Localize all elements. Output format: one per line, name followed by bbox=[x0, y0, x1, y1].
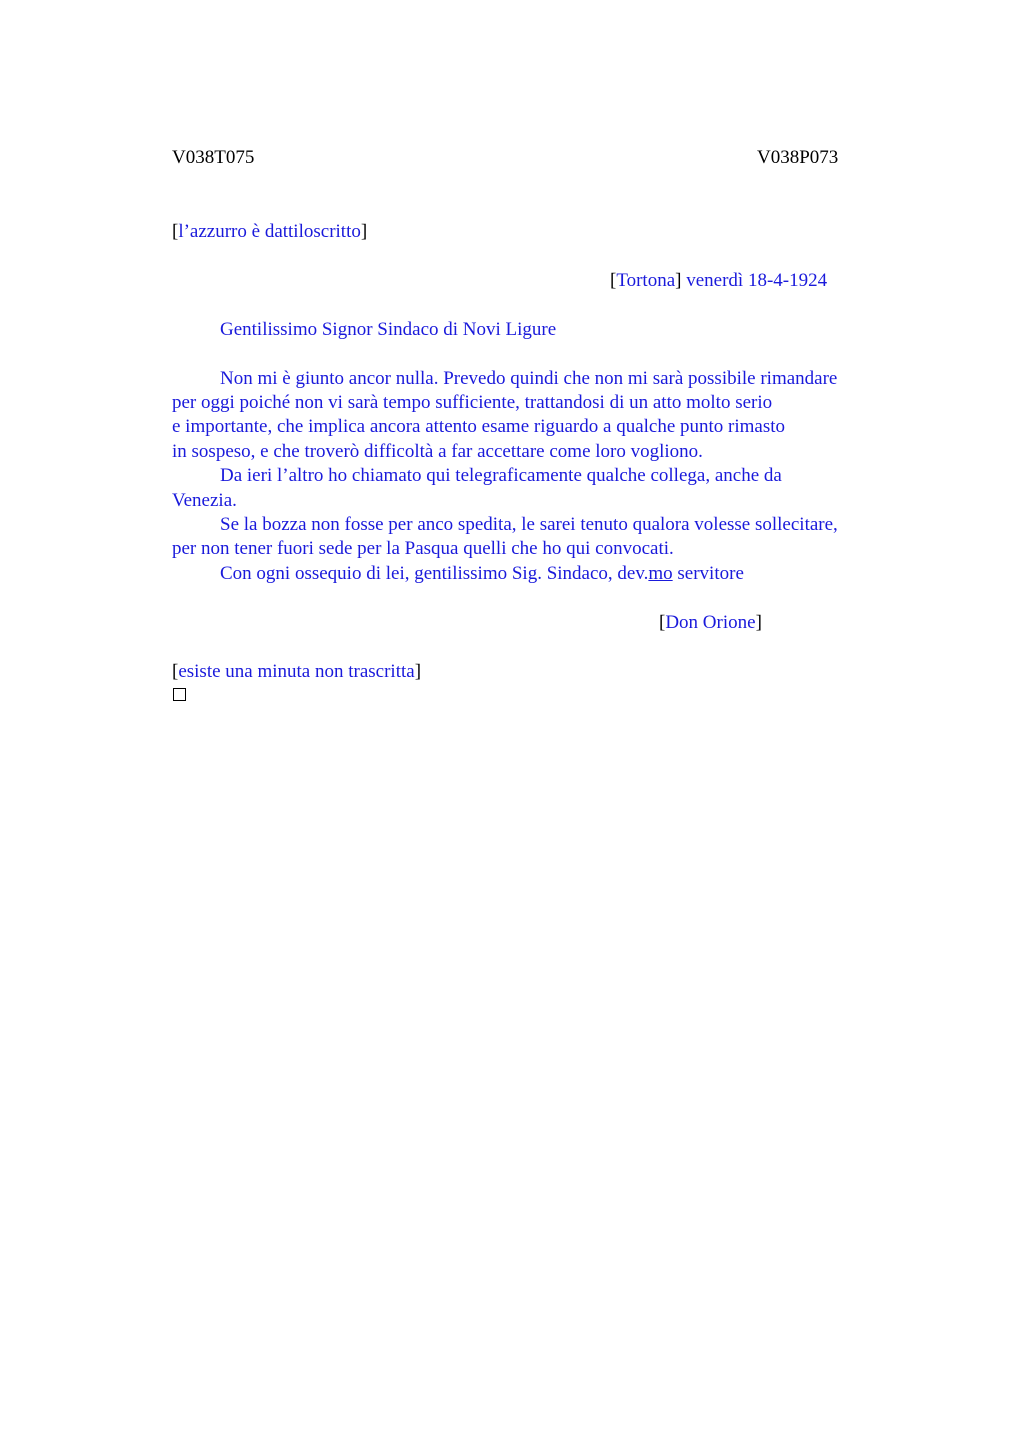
dateline-date: venerdì 18-4-1924 bbox=[681, 270, 828, 291]
body-line: per non tener fuori sede per la Pasqua quelli che ho qui convocati. bbox=[172, 538, 674, 559]
bottom-note-text: esiste una minuta non trascritta bbox=[178, 661, 415, 682]
bracket-open: [ bbox=[172, 661, 179, 682]
closing-text: Con ogni ossequio di lei, gentilissimo Sig. Sindaco, dev. bbox=[220, 563, 649, 584]
end-marker-square-icon bbox=[173, 688, 186, 701]
bracket-open: [ bbox=[610, 270, 617, 291]
header-left-code: V038T075 bbox=[172, 147, 255, 168]
body-line: Venezia. bbox=[172, 490, 237, 511]
body-line: per oggi poiché non vi sarà tempo sufficiente, trattandosi di un atto molto serio bbox=[172, 392, 773, 413]
bracket-open: [ bbox=[659, 612, 666, 633]
closing-line bbox=[220, 562, 744, 586]
closing-text-end: servitore bbox=[672, 563, 744, 584]
salutation: Gentilissimo Signor Sindaco di Novi Ligure bbox=[220, 319, 557, 340]
body-line: e importante, che implica ancora attento esame riguardo a qualche punto rimasto bbox=[172, 416, 786, 437]
closing-abbrev: mo bbox=[648, 563, 673, 584]
bracket-close: ] bbox=[675, 270, 682, 291]
body-line: in sospeso, e che troverò difficoltà a far accettare come loro vogliono. bbox=[172, 441, 703, 462]
top-note-text: l’azzurro è dattiloscritto bbox=[178, 221, 361, 242]
dateline bbox=[610, 269, 827, 293]
signature-name: Don Orione bbox=[665, 612, 756, 633]
dateline-place: Tortona bbox=[616, 270, 676, 291]
header-right-code: V038P073 bbox=[757, 147, 839, 168]
bottom-editorial-note bbox=[172, 660, 421, 684]
bracket-open: [ bbox=[172, 221, 179, 242]
signature bbox=[659, 611, 762, 635]
body-line: Non mi è giunto ancor nulla. Prevedo quindi che non mi sarà possibile rimandare bbox=[220, 368, 838, 389]
body-line: Se la bozza non fosse per anco spedita, le sarei tenuto qualora volesse sollecitare, bbox=[220, 514, 838, 535]
bracket-close: ] bbox=[755, 612, 762, 633]
body-line: Da ieri l’altro ho chiamato qui telegraficamente qualche collega, anche da bbox=[220, 465, 782, 486]
bracket-close: ] bbox=[360, 221, 368, 242]
top-editorial-note bbox=[172, 220, 367, 244]
bracket-close: ] bbox=[414, 661, 422, 682]
